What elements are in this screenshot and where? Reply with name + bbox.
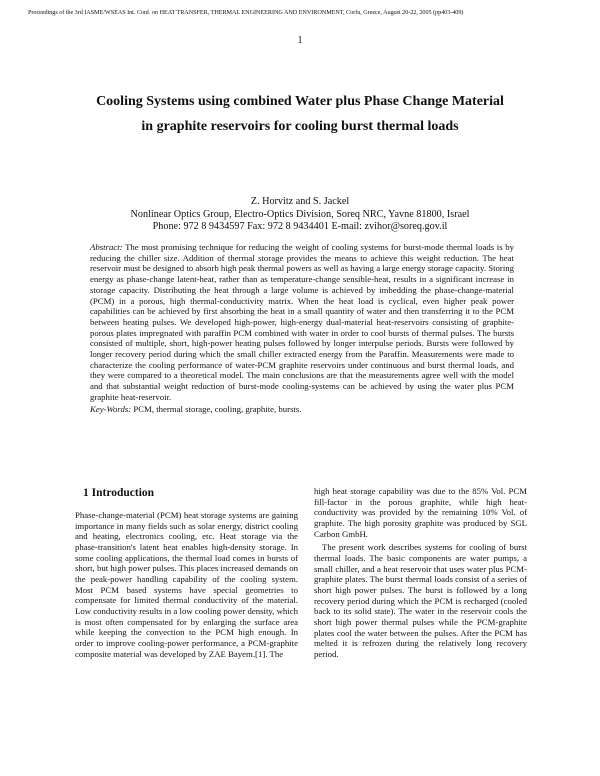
abstract-text: The most promising technique for reducing the weight of cooling systems for burst-mode thermal loads is by reducing the chiller size. Addition of thermal storage provides the means to achieve this weight reduction. The heat reservoir must be designed to absorb high peak thermal powers as well as having a large energy storage capacity. Storing energy as phase-change latent-heat, rather than as temperature-change sensible-heat, results in a significant increase in storage capacity. Distributing the heat through a large volume is achieved by imbedding the phase-change-material (PCM) in a porous, high thermal-conductivity matrix. When the heat load is cyclical, even higher peak power capabilities can be achieved by first absorbing the heat in a small quantity of water and then transferring it to the PCM between heating pulses. We developed high-power, high-energy dual-material heat-reservoirs consisting of graphite-porous plates impregnated with paraffin PCM combined with water in order to cool bursts of thermal pulses. The bursts consisted of multiple, short, high-power heating pulses followed by longer interpulse periods. Bursts were followed by longer recovery period during which the small chiller extracted energy from the Paraffin. Measurements were made to characterize the cooling performance of water-PCM graphite reservoirs under continuous and burst thermal loads, and they were compared to a theoretical model. The main conclusions are that the measurements agree well with the model and that substantial weight reduction of burst-mode cooling-systems can be achieved by using the water plus PCM graphite heat-reservoir. [90, 242, 514, 402]
abstract-label: Abstract: [90, 242, 123, 252]
intro-paragraph-1-continued: high heat storage capability was due to the 85% Vol. PCM fill-factor in the porous graphite, while high heat-conductivity was provided by the remaining 10% Vol. of graphite. The high porosity graphite was produced by SGL Carbon GmbH. [314, 486, 527, 539]
author-block [0, 196, 600, 234]
author-names: Z. Horvitz and S. Jackel [250, 196, 350, 207]
right-column [314, 486, 527, 660]
keywords [90, 404, 514, 415]
page-number: 1 [297, 35, 303, 46]
intro-paragraph-2: The present work describes systems for cooling of burst thermal loads. The basic components are water pumps, a small chiller, and a heat reservoir that uses water plus PCM-graphite plates. The burst thermal loads consist of a series of short high power pulses. The burst is followed by a long recovery period during which the PCM is recharged (cooled back to its solid state). The water in the reservoir cools the short high power thermal pulses while the PCM-graphite plates cool the water between the pulses. After the PCM has melted it is refrozen during the relatively long recovery period. [314, 542, 527, 659]
author-affiliation: Nonlinear Optics Group, Electro-Optics Division, Soreq NRC, Yavne 81800, Israel [130, 208, 470, 220]
abstract [90, 242, 514, 414]
left-column [75, 486, 298, 659]
author-contact: Phone: 972 8 9434597 Fax: 972 8 9434401 E-mail: zvihor@soreq.gov.il [152, 221, 448, 233]
keywords-text: PCM, thermal storage, cooling, graphite, bursts. [131, 403, 302, 414]
keywords-label: Key-Words: [90, 403, 132, 414]
running-header: Proceedings of the 3rd IASME/WSEAS Int. Conf. on HEAT TRANSFER, THERMAL ENGINEERING AND ENVIRONMENT, Corfu, Greece, August 20-22, 2005 (pp403-409) [28, 9, 464, 16]
section-heading-introduction: 1 Introduction [83, 487, 155, 499]
paper-title: Cooling Systems using combined Water plus Phase Change Material in graphite reservoirs for cooling burst thermal loads [96, 94, 504, 134]
intro-paragraph-1: Phase-change-material (PCM) heat storage systems are gaining importance in many fields such as solar energy, district cooling and heating, electronics cooling, etc. Heat storage via the phase-transition's latent heat enables high-density storage. In some cooling applications, the thermal load comes in bursts of short, but high power pulses. This places increased demands on the peak-power handling capability of the cooling system. Most PCM based systems have special geometries to compensate for limited thermal conductivity of the material. Low conductivity results in a low cooling power density, which is most often compensated for by enlarging the surface area while keeping the convection to the PCM high enough. In order to improve cooling-power performance, a PCM-graphite composite material was developed by ZAE Bayem.[1]. The [75, 510, 298, 659]
